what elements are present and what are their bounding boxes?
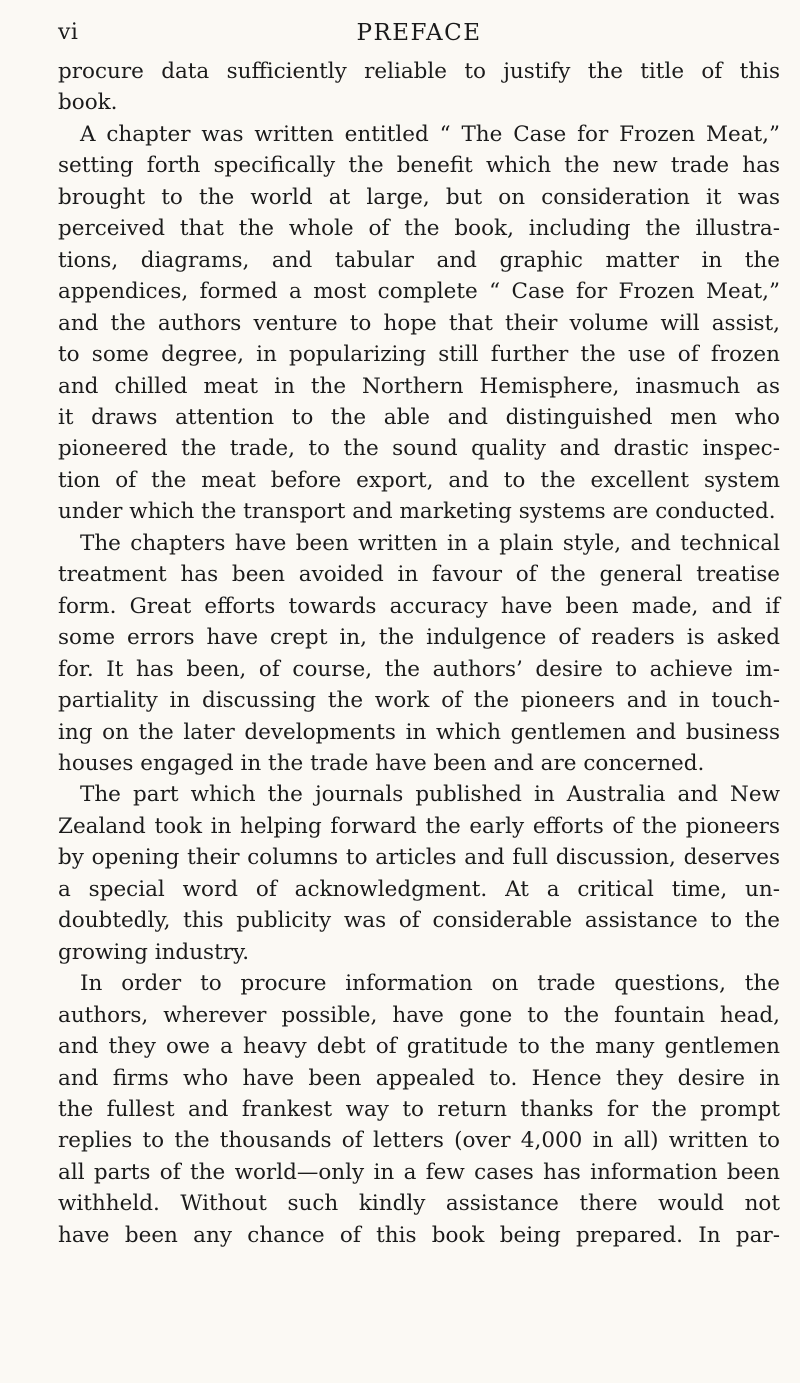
text-line: and the authors venture to hope that their volume will assist, bbox=[58, 310, 780, 336]
text-line: a special word of acknowledgment. At a critical time, un- bbox=[58, 876, 780, 902]
text-line: brought to the world at large, but on consideration it was bbox=[58, 184, 780, 210]
text-line: houses engaged in the trade have been and are concerned. bbox=[58, 750, 705, 776]
text-line: withheld. Without such kindly assistance there would not bbox=[58, 1191, 780, 1217]
text-line: have been any chance of this book being prepared. In par- bbox=[58, 1222, 780, 1248]
text-line: appendices, formed a most complete “ Case for Frozen Meat,” bbox=[58, 279, 780, 305]
text-line: replies to the thousands of letters (over 4,000 in all) written to bbox=[58, 1128, 780, 1154]
text-line: authors, wherever possible, have gone to the fountain head, bbox=[58, 1002, 780, 1028]
text-line: form. Great efforts towards accuracy have been made, and if bbox=[58, 593, 780, 619]
text-line: under which the transport and marketing systems are conducted. bbox=[58, 499, 776, 525]
running-title: PREFACE bbox=[356, 20, 482, 46]
text-line: ing on the later developments in which gentlemen and business bbox=[58, 719, 780, 745]
text-line: and firms who have been appealed to. Hence they desire in bbox=[58, 1065, 780, 1091]
book-page bbox=[58, 12, 780, 1251]
text-line: A chapter was written entitled “ The Case for Frozen Meat,” bbox=[80, 121, 780, 147]
text-line: perceived that the whole of the book, including the illustra- bbox=[58, 216, 780, 242]
running-head bbox=[58, 12, 780, 52]
text-line: partiality in discussing the work of the pioneers and in touch- bbox=[58, 688, 780, 714]
text-line: the fullest and frankest way to return thanks for the prompt bbox=[58, 1096, 780, 1122]
text-line: growing industry. bbox=[58, 939, 250, 965]
text-line: treatment has been avoided in favour of the general treatise bbox=[58, 562, 780, 588]
paragraph bbox=[58, 528, 780, 780]
paragraph bbox=[58, 56, 780, 119]
page-number: vi bbox=[58, 20, 79, 45]
text-line: all parts of the world—only in a few cases has information been bbox=[58, 1159, 780, 1185]
text-line: Zealand took in helping forward the early efforts of the pioneers bbox=[58, 813, 780, 839]
text-line: The chapters have been written in a plain style, and technical bbox=[80, 530, 780, 556]
text-line: tions, diagrams, and tabular and graphic matter in the bbox=[58, 247, 780, 273]
text-line: tion of the meat before export, and to the excellent system bbox=[58, 467, 780, 493]
paragraph bbox=[58, 119, 780, 528]
text-line: by opening their columns to articles and full discussion, deserves bbox=[58, 845, 780, 871]
text-line: book. bbox=[58, 90, 118, 116]
text-line: doubtedly, this publicity was of considerable assistance to the bbox=[58, 908, 780, 934]
text-line: for. It has been, of course, the authors’ desire to achieve im- bbox=[58, 656, 780, 682]
text-line: The part which the journals published in Australia and New bbox=[80, 782, 780, 808]
text-line: to some degree, in popularizing still further the use of frozen bbox=[58, 342, 780, 368]
text-line: procure data sufficiently reliable to justify the title of this bbox=[58, 59, 780, 84]
body-text bbox=[58, 56, 780, 1251]
text-line: and they owe a heavy debt of gratitude to the many gentlemen bbox=[58, 1034, 780, 1060]
text-line: pioneered the trade, to the sound quality and drastic inspec- bbox=[58, 436, 780, 462]
text-line: some errors have crept in, the indulgence of readers is asked bbox=[58, 625, 780, 651]
text-line: and chilled meat in the Northern Hemisphere, inasmuch as bbox=[58, 373, 780, 399]
text-line: setting forth specifically the benefit which the new trade has bbox=[58, 153, 780, 179]
text-line: In order to procure information on trade questions, the bbox=[80, 971, 780, 997]
paragraph bbox=[58, 968, 780, 1251]
paragraph bbox=[58, 779, 780, 968]
text-line: it draws attention to the able and distinguished men who bbox=[58, 404, 780, 430]
